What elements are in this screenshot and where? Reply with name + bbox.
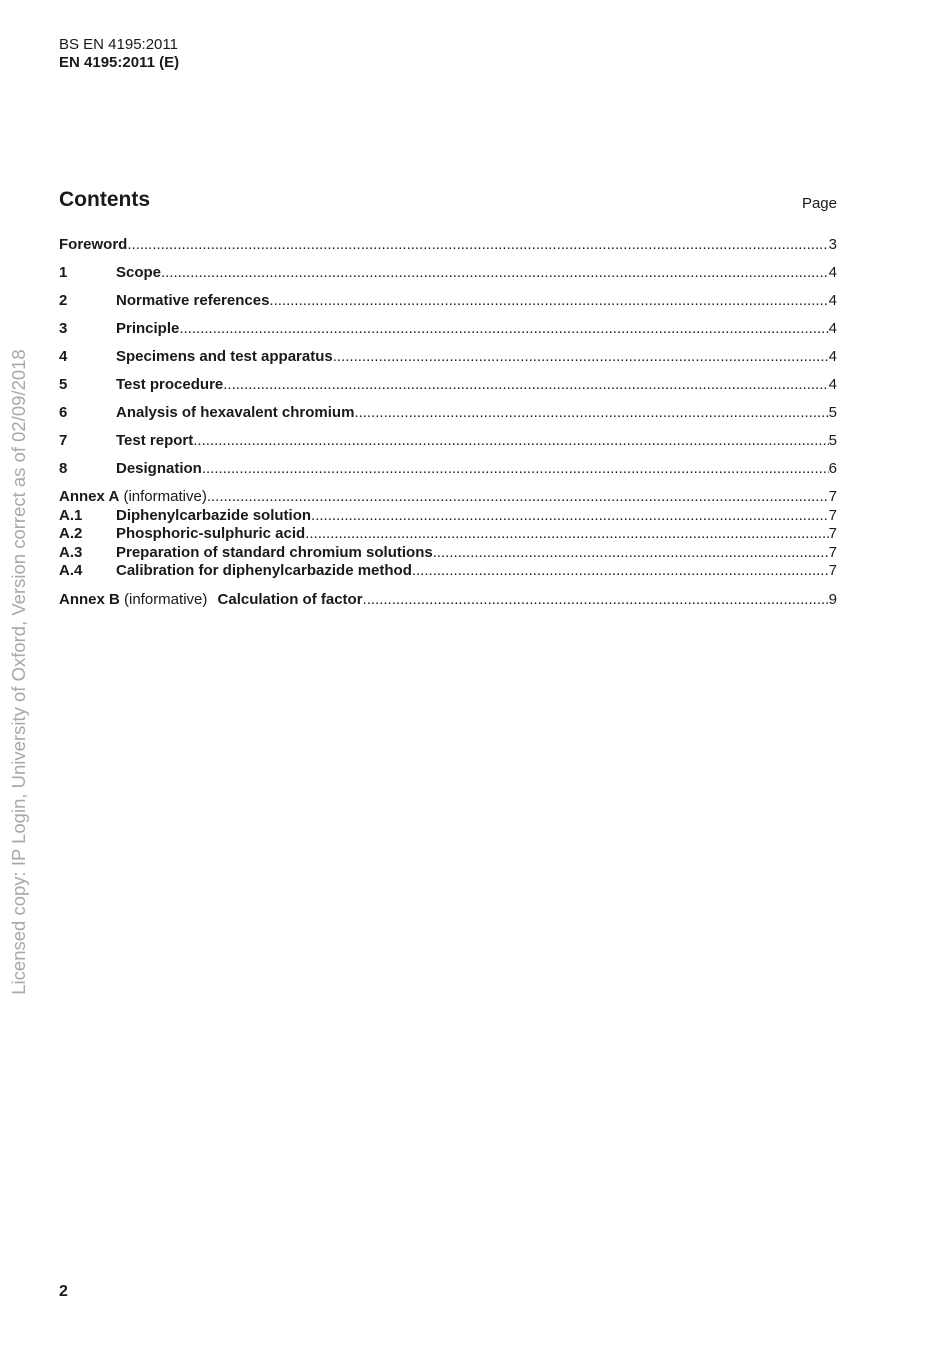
toc-entry-page: 7 [828, 506, 837, 524]
page-column-label: Page [801, 195, 837, 212]
toc-entry-annex-a[interactable] [59, 488, 837, 507]
standard-code: BS EN 4195:2011 [59, 36, 178, 53]
toc-entry[interactable] [59, 292, 837, 320]
dot-leader [207, 488, 829, 505]
dot-leader [412, 562, 829, 579]
annex-informative-label: (informative) [119, 590, 212, 608]
toc-entry-number: A.3 [59, 543, 83, 561]
toc-entry-number: 8 [59, 460, 68, 477]
toc-entry-number: 1 [59, 264, 68, 281]
toc-entry-title: Foreword [59, 236, 128, 253]
toc-entry-page: 4 [828, 348, 837, 365]
toc-entry-number: A.2 [59, 525, 83, 542]
toc-entry-title: Phosphoric-sulphuric acid [116, 525, 306, 542]
toc-entry-title: Specimens and test apparatus [116, 348, 333, 365]
toc-entry-number: 4 [59, 348, 68, 365]
annex-informative-label: (informative) [119, 488, 207, 505]
toc-entry-page: 6 [828, 460, 837, 477]
toc-entry-title: Test report [116, 432, 194, 449]
toc-entry[interactable] [59, 544, 837, 563]
toc-entry-title: Designation [116, 460, 202, 477]
toc-entry-title [59, 488, 207, 505]
annex-label: Annex B [59, 590, 120, 608]
document-header [59, 36, 179, 72]
dot-leader [193, 432, 828, 449]
dot-leader [433, 544, 829, 561]
toc-entry-title: Principle [116, 320, 180, 337]
toc-entry-title: Diphenylcarbazide solution [116, 506, 312, 524]
toc-entry-page: 7 [828, 562, 837, 579]
toc-entry[interactable] [59, 432, 837, 460]
dot-leader [161, 264, 829, 281]
toc-entry-page: 7 [828, 488, 837, 505]
toc-entry-page: 4 [828, 292, 837, 309]
toc-entry-page: 4 [828, 264, 837, 281]
toc-entry[interactable] [59, 404, 837, 432]
dot-leader [333, 348, 829, 365]
toc-entry[interactable] [59, 320, 837, 348]
dot-leader [179, 320, 828, 337]
toc-entry-title: Normative references [116, 292, 270, 309]
toc-entry-page: 7 [828, 525, 837, 542]
toc-entry-page: 5 [828, 404, 837, 421]
toc-entry[interactable] [59, 376, 837, 404]
toc-entry-page: 5 [828, 432, 837, 449]
standard-code-english: EN 4195:2011 (E) [59, 54, 180, 71]
toc-entry-number: A.1 [59, 506, 83, 524]
toc-entry-page: 4 [828, 376, 837, 393]
toc-entry-page: 7 [828, 543, 837, 561]
toc-entry-title [59, 591, 363, 608]
toc-entry-number: 5 [59, 376, 68, 393]
toc-entry-title: Preparation of standard chromium solutions [116, 543, 433, 561]
dot-leader [202, 460, 829, 477]
annex-label: Annex A [59, 488, 120, 505]
contents-title: Contents [59, 188, 150, 211]
toc-entry-number: 3 [59, 320, 68, 337]
toc-entry-page: 4 [828, 320, 837, 337]
toc-entry-number: 7 [59, 432, 68, 449]
toc-entry[interactable] [59, 525, 837, 544]
toc-entry-page: 3 [828, 236, 837, 253]
dot-leader [127, 236, 828, 253]
annex-subtitle: Calculation of factor [217, 590, 363, 608]
toc-entry-title: Calibration for diphenylcarbazide method [116, 562, 412, 579]
toc-entry-number: 2 [59, 292, 68, 309]
toc-entry-page: 9 [828, 590, 837, 608]
toc-entry-title: Test procedure [116, 376, 224, 393]
dot-leader [223, 376, 828, 393]
toc-entry-number: A.4 [59, 562, 83, 579]
toc-entry-number: 6 [59, 404, 68, 421]
toc-entry[interactable] [59, 348, 837, 376]
toc-entry-title: Analysis of hexavalent chromium [116, 404, 355, 421]
dot-leader [354, 404, 828, 421]
table-of-contents [59, 236, 837, 609]
dot-leader [363, 591, 829, 608]
dot-leader [305, 525, 828, 542]
toc-entry-title: Scope [116, 264, 162, 281]
toc-entry[interactable] [59, 507, 837, 526]
toc-entry-annex-b[interactable] [59, 591, 837, 610]
toc-entry[interactable] [59, 460, 837, 488]
toc-entry-foreword[interactable] [59, 236, 837, 264]
toc-entry[interactable] [59, 562, 837, 581]
dot-leader [269, 292, 828, 309]
page-number: 2 [59, 1283, 68, 1300]
dot-leader [311, 507, 829, 524]
toc-entry[interactable] [59, 264, 837, 292]
license-watermark: Licensed copy: IP Login, University of Oxford, Version correct as of 02/09/2018 [8, 349, 29, 995]
